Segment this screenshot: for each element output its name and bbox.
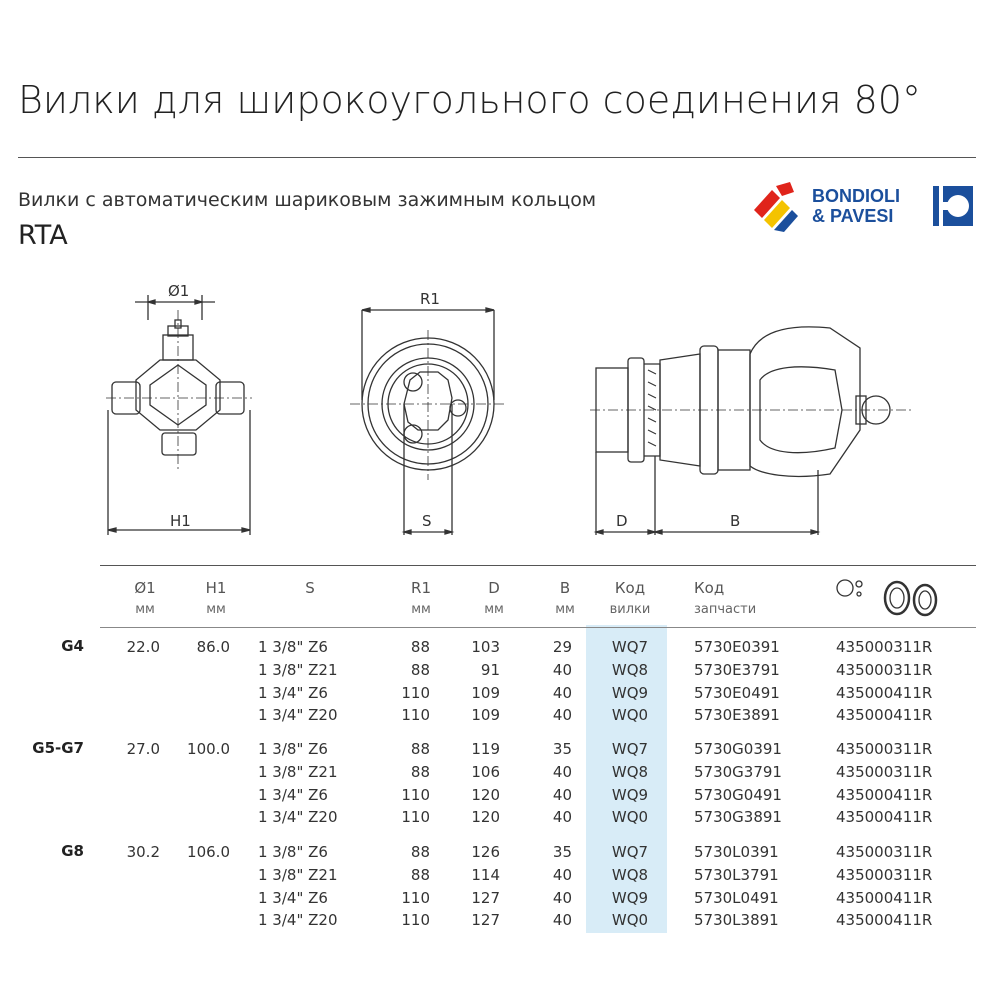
cell-ring-code: 435000411R <box>836 888 933 907</box>
cell-diameter: 30.2 <box>126 843 160 861</box>
cell-fork-code: WQ7 <box>611 638 649 656</box>
cell-fork-code: WQ9 <box>611 785 649 804</box>
col-head-diameter: Ø1 мм <box>134 579 156 617</box>
cell-d: 109 <box>471 683 500 702</box>
col-head-d: D мм <box>484 579 504 617</box>
cell-b: 40 <box>552 706 572 725</box>
cell-spline: 1 3/4" Z6 <box>258 888 328 907</box>
page-title: Вилки для широкоугольного соединения 80° <box>18 78 921 122</box>
cell-ring-code: 435000411R <box>836 808 933 827</box>
cell-part-code: 5730L0491 <box>694 888 779 907</box>
page-subtitle: Вилки с автоматическим шариковым зажимным кольцом <box>18 189 597 211</box>
cell-spline: 1 3/4" Z20 <box>258 911 338 930</box>
cell-ring-code: 435000311R <box>836 865 933 884</box>
cell-d: 119 <box>471 740 500 758</box>
cell-spline: 1 3/8" Z21 <box>258 865 338 884</box>
cell-d: 114 <box>471 865 500 884</box>
cell-b: 35 <box>552 740 572 758</box>
cell-fork-code: WQ9 <box>611 888 649 907</box>
cell-ring-code: 435000411R <box>836 911 933 930</box>
col-head-spline: S <box>305 579 315 597</box>
cell-radius: 110 <box>401 706 430 725</box>
cell-fork-code: WQ7 <box>611 843 649 861</box>
cell-diameter: 22.0 <box>126 638 160 656</box>
col-head-b: B мм <box>555 579 575 617</box>
cell-height: 106.0 <box>187 843 230 861</box>
cell-part-code: 5730E0391 <box>694 638 780 656</box>
group-label: G5-G7 <box>32 739 84 757</box>
cell-spline: 1 3/8" Z6 <box>258 740 328 758</box>
cell-radius: 110 <box>401 683 430 702</box>
cell-fork-code: WQ0 <box>611 911 649 930</box>
cell-radius: 110 <box>401 911 430 930</box>
cell-ring-code: 435000411R <box>836 785 933 804</box>
cell-b: 40 <box>552 911 572 930</box>
cell-radius: 88 <box>410 638 430 656</box>
cell-part-code: 5730G3891 <box>694 808 782 827</box>
brand-mark-icon <box>933 186 973 226</box>
cell-fork-code: WQ9 <box>611 683 649 702</box>
cell-ring-code: 435000311R <box>836 843 933 861</box>
clamp-ring-drawing <box>350 308 506 535</box>
cell-spline: 1 3/4" Z20 <box>258 706 338 725</box>
cross-journal-drawing <box>106 295 252 535</box>
cell-spline: 1 3/4" Z6 <box>258 683 328 702</box>
cell-diameter: 27.0 <box>126 740 160 758</box>
brand-line1: BONDIOLI <box>812 186 900 206</box>
cell-radius: 88 <box>410 762 430 781</box>
model-name: RTA <box>18 220 68 251</box>
cell-b: 40 <box>552 660 572 679</box>
cell-part-code: 5730G3791 <box>694 762 782 781</box>
technical-drawings <box>0 270 1000 550</box>
cell-radius: 110 <box>401 888 430 907</box>
cell-d: 120 <box>471 785 500 804</box>
cell-b: 40 <box>552 865 572 884</box>
cell-b: 40 <box>552 808 572 827</box>
cell-spline: 1 3/8" Z6 <box>258 638 328 656</box>
cell-d: 127 <box>471 911 500 930</box>
cell-spline: 1 3/4" Z20 <box>258 808 338 827</box>
group-label: G8 <box>61 842 84 860</box>
label-d: D <box>616 512 628 530</box>
cell-fork-code: WQ0 <box>611 808 649 827</box>
cell-part-code: 5730E3891 <box>694 706 780 725</box>
cell-radius: 88 <box>410 740 430 758</box>
group-label: G4 <box>61 637 84 655</box>
table-header-rule <box>100 627 976 628</box>
cell-fork-code: WQ8 <box>611 660 649 679</box>
cell-b: 40 <box>552 785 572 804</box>
col-head-radius: R1 мм <box>411 579 431 617</box>
cell-d: 106 <box>471 762 500 781</box>
clamp-rings-icon <box>833 574 943 618</box>
col-head-part-code: Код запчасти <box>694 579 757 617</box>
label-spline: S <box>422 512 432 530</box>
cell-fork-code: WQ8 <box>611 865 649 884</box>
cell-spline: 1 3/8" Z6 <box>258 843 328 861</box>
cell-d: 109 <box>471 706 500 725</box>
label-b: B <box>730 512 741 530</box>
cell-radius: 110 <box>401 808 430 827</box>
cell-fork-code: WQ8 <box>611 762 649 781</box>
cell-spline: 1 3/8" Z21 <box>258 660 338 679</box>
cell-d: 120 <box>471 808 500 827</box>
cell-d: 126 <box>471 843 500 861</box>
cell-ring-code: 435000311R <box>836 740 933 758</box>
cell-ring-code: 435000411R <box>836 706 933 725</box>
col-head-fork-code: Код вилки <box>609 579 651 617</box>
cell-part-code: 5730E0491 <box>694 683 780 702</box>
cell-part-code: 5730L3791 <box>694 865 779 884</box>
cell-ring-code: 435000311R <box>836 638 933 656</box>
col-head-height: H1 мм <box>205 579 227 617</box>
cell-b: 40 <box>552 683 572 702</box>
cell-d: 103 <box>471 638 500 656</box>
cell-part-code: 5730L3891 <box>694 911 779 930</box>
cell-height: 100.0 <box>187 740 230 758</box>
cell-part-code: 5730E3791 <box>694 660 780 679</box>
table-top-rule <box>100 565 976 566</box>
label-radius: R1 <box>420 290 440 308</box>
cell-ring-code: 435000311R <box>836 660 933 679</box>
cell-d: 127 <box>471 888 500 907</box>
cell-radius: 88 <box>410 660 430 679</box>
brand-logo <box>750 180 975 232</box>
cell-radius: 88 <box>410 865 430 884</box>
logo-stripes-icon <box>754 182 798 232</box>
cell-part-code: 5730G0391 <box>694 740 782 758</box>
cell-part-code: 5730L0391 <box>694 843 779 861</box>
label-height: H1 <box>170 512 191 530</box>
cell-ring-code: 435000311R <box>836 762 933 781</box>
cell-d: 91 <box>480 660 500 679</box>
cell-fork-code: WQ0 <box>611 706 649 725</box>
cell-b: 35 <box>552 843 572 861</box>
cell-ring-code: 435000411R <box>836 683 933 702</box>
yoke-side-drawing <box>590 327 912 535</box>
cell-spline: 1 3/8" Z21 <box>258 762 338 781</box>
cell-b: 40 <box>552 888 572 907</box>
cell-b: 40 <box>552 762 572 781</box>
cell-part-code: 5730G0491 <box>694 785 782 804</box>
label-diameter: Ø1 <box>168 282 190 300</box>
cell-b: 29 <box>552 638 572 656</box>
cell-fork-code: WQ7 <box>611 740 649 758</box>
cell-radius: 110 <box>401 785 430 804</box>
title-divider <box>18 157 976 158</box>
cell-height: 86.0 <box>196 638 230 656</box>
cell-spline: 1 3/4" Z6 <box>258 785 328 804</box>
cell-radius: 88 <box>410 843 430 861</box>
brand-line2: & PAVESI <box>812 206 894 226</box>
